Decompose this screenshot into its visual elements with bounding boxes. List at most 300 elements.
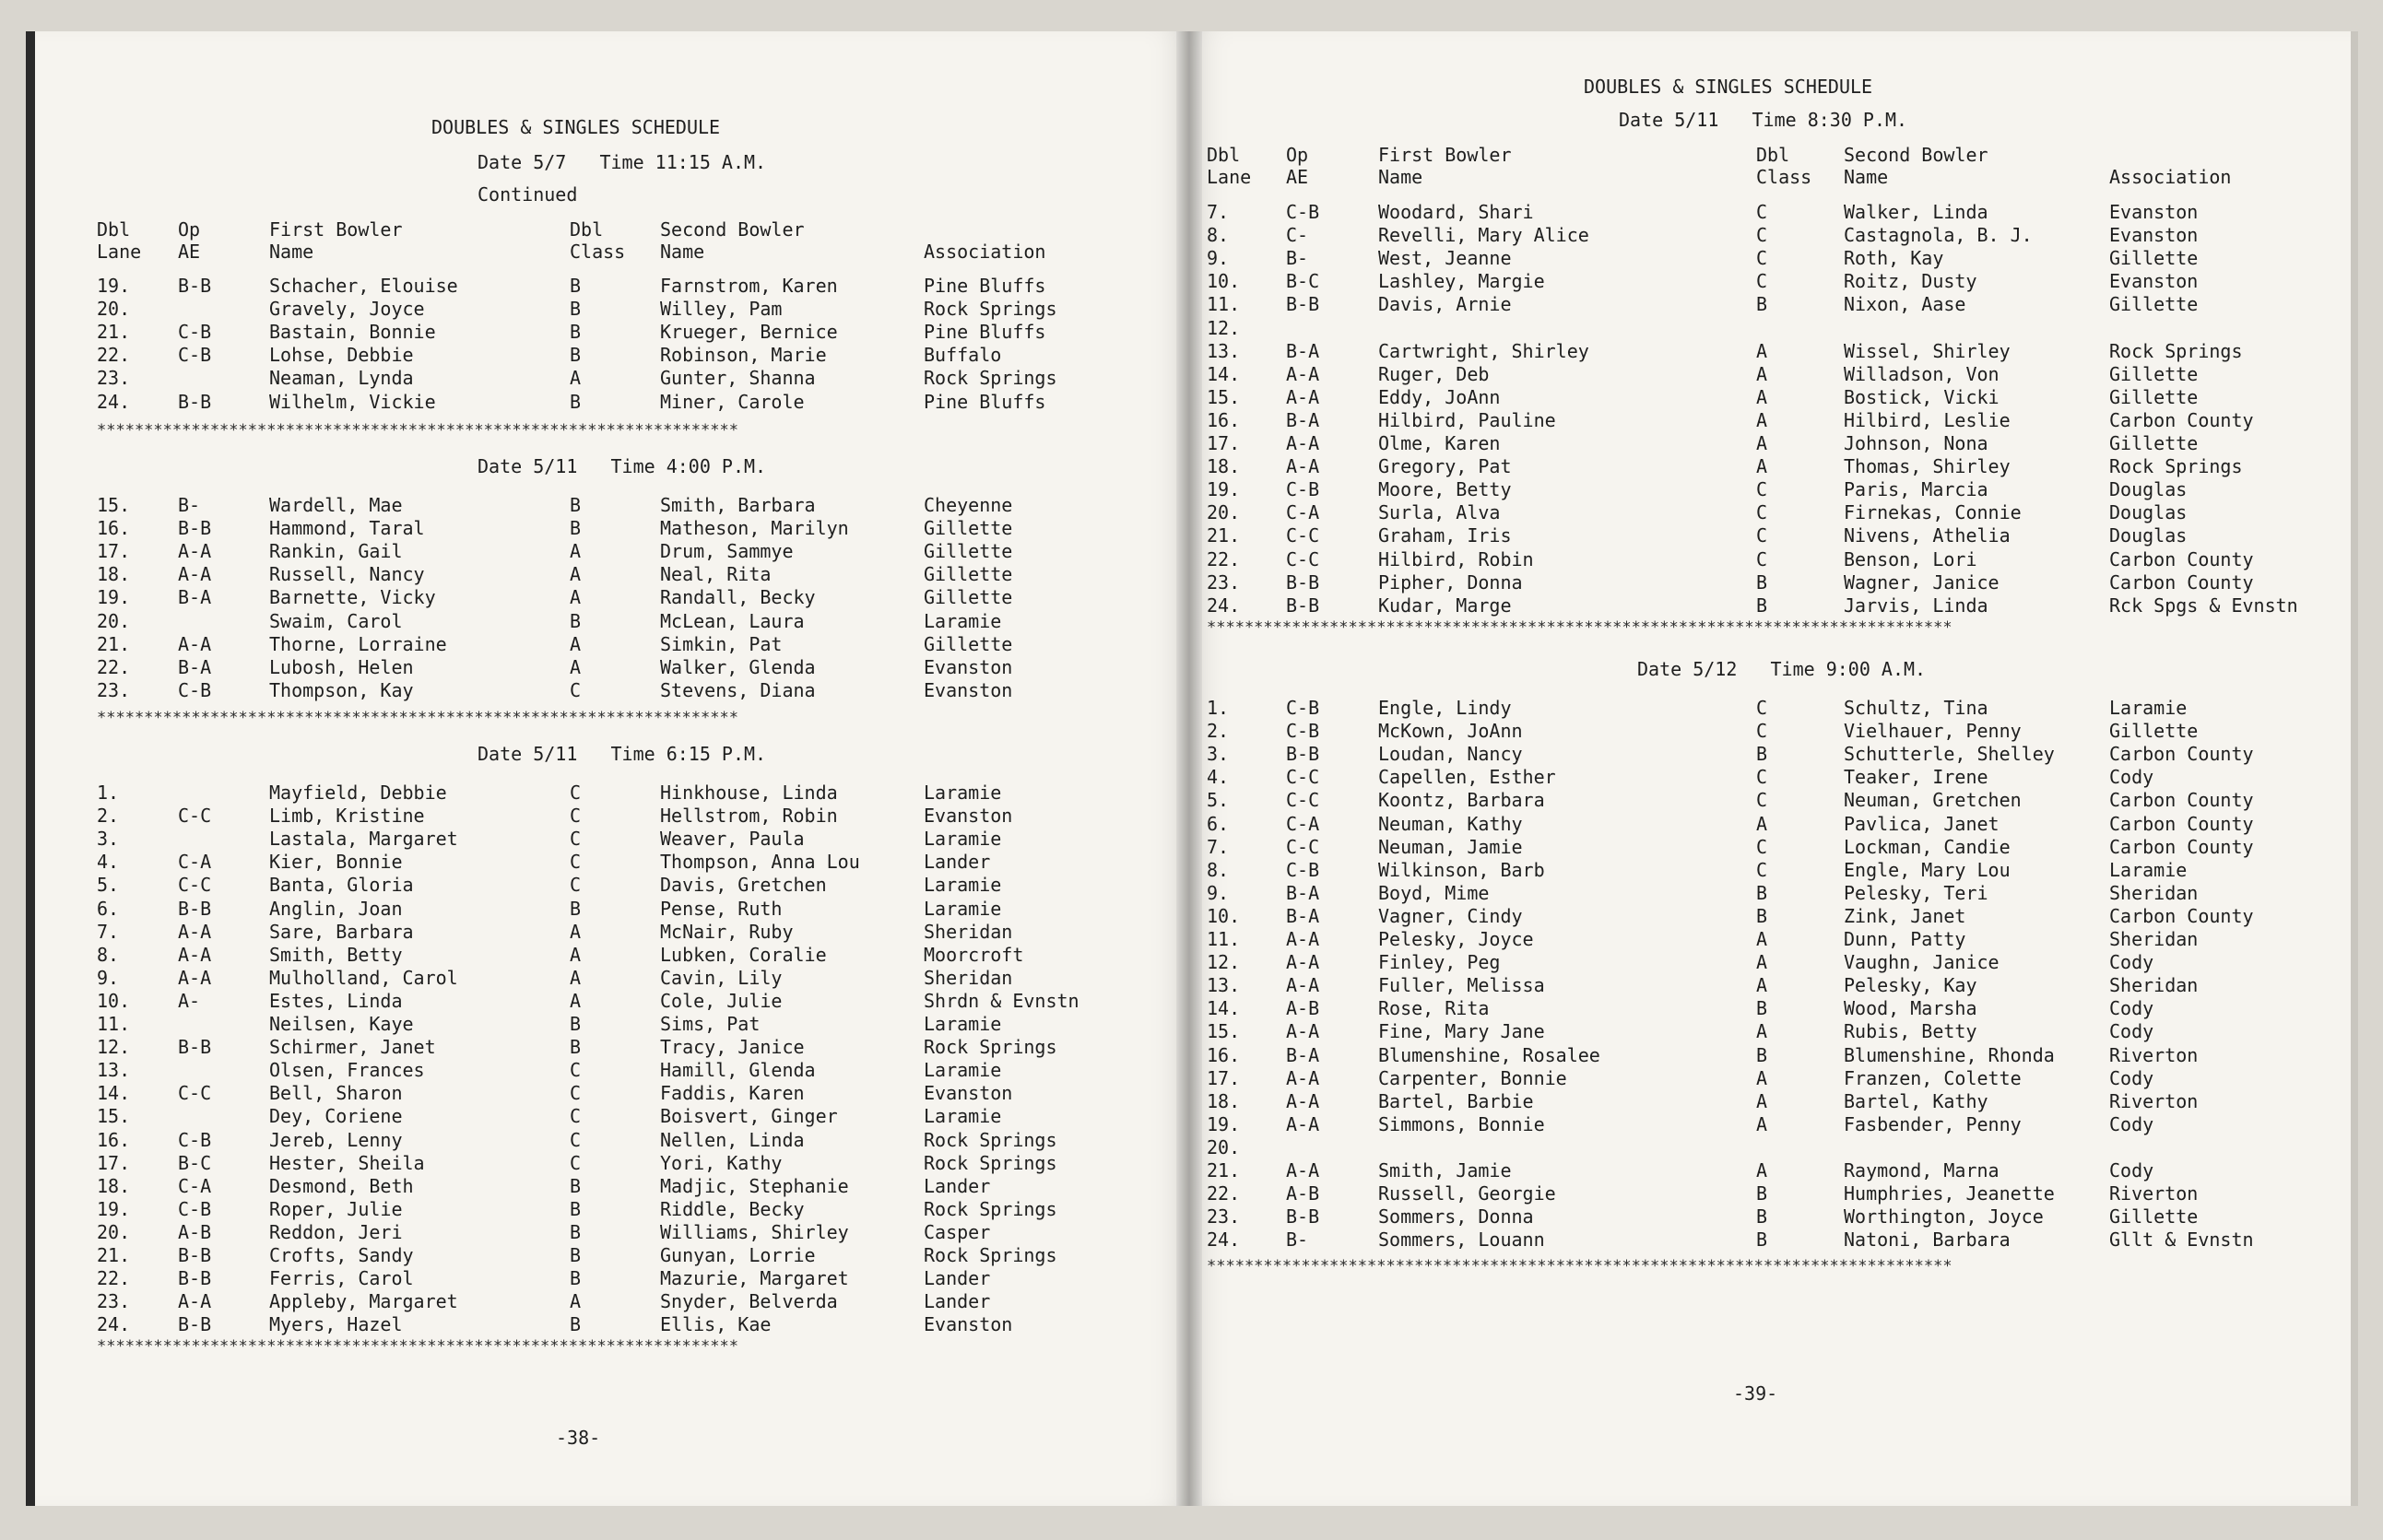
op-ae: C-B bbox=[178, 321, 212, 343]
second-bowler: Lockman, Candie bbox=[1844, 836, 2011, 858]
dbl-class: B bbox=[1756, 1044, 1768, 1066]
first-bowler: Davis, Arnie bbox=[1378, 293, 1512, 315]
first-bowler: Bartel, Barbie bbox=[1378, 1090, 1534, 1112]
association: Gillette bbox=[924, 540, 1013, 562]
second-bowler: Krueger, Bernice bbox=[660, 321, 838, 343]
dbl-class: B bbox=[570, 321, 582, 343]
second-bowler: Walker, Linda bbox=[1844, 201, 1988, 223]
first-bowler: Sommers, Donna bbox=[1378, 1205, 1534, 1228]
second-bowler: Stevens, Diana bbox=[660, 679, 816, 701]
association-header: Association bbox=[2109, 166, 2232, 188]
first-bowler: Anglin, Joan bbox=[269, 898, 403, 920]
table-row bbox=[26, 1267, 1189, 1290]
op-ae: B-B bbox=[1286, 571, 1320, 594]
lane-number: 21. bbox=[1207, 524, 1241, 547]
association: Riverton bbox=[2109, 1182, 2199, 1205]
second-bowler: Madjic, Stephanie bbox=[660, 1175, 849, 1197]
second-bowler: Bostick, Vicki bbox=[1844, 386, 2000, 408]
first-bowler-header: Name bbox=[1378, 166, 1423, 188]
op-ae: C-C bbox=[1286, 548, 1320, 570]
first-bowler: Mayfield, Debbie bbox=[269, 782, 447, 804]
second-bowler: Pelesky, Kay bbox=[1844, 974, 1977, 996]
lane-header: Lane bbox=[97, 241, 142, 263]
first-bowler: Sare, Barbara bbox=[269, 921, 414, 943]
association: Gillette bbox=[924, 563, 1013, 585]
table-row bbox=[1189, 813, 2358, 836]
first-bowler: Lohse, Debbie bbox=[269, 344, 414, 366]
separator-stars: ******************************************************************** bbox=[97, 709, 738, 727]
lane-number: 12. bbox=[97, 1036, 131, 1058]
dbl-class: B bbox=[1756, 293, 1768, 315]
right-page bbox=[1189, 31, 2358, 1506]
dbl-class: A bbox=[1756, 386, 1768, 408]
second-bowler: Randall, Becky bbox=[660, 586, 816, 608]
lane-number: 19. bbox=[1207, 478, 1241, 500]
session-date-line: Date 5/7 Time 11:15 A.M. bbox=[478, 151, 767, 173]
lane-number: 16. bbox=[97, 517, 131, 539]
first-bowler-header: Name bbox=[269, 241, 314, 263]
dbl-class: C bbox=[1756, 766, 1768, 788]
dbl-class: B bbox=[1756, 1228, 1768, 1251]
second-bowler: Ellis, Kae bbox=[660, 1313, 772, 1335]
op-ae: B-B bbox=[1286, 594, 1320, 617]
first-bowler: Russell, Georgie bbox=[1378, 1182, 1556, 1205]
table-row bbox=[1189, 1205, 2358, 1228]
table-row bbox=[1189, 974, 2358, 997]
lane-number: 23. bbox=[1207, 571, 1241, 594]
second-bowler: Teaker, Irene bbox=[1844, 766, 1988, 788]
dbl-class: A bbox=[570, 367, 582, 389]
second-bowler: Rubis, Betty bbox=[1844, 1020, 1977, 1042]
association: Cody bbox=[2109, 951, 2154, 973]
lane-number: 20. bbox=[1207, 1136, 1241, 1158]
table-row bbox=[1189, 478, 2358, 501]
association: Rock Springs bbox=[2109, 455, 2243, 477]
association: Gillette bbox=[2109, 1205, 2199, 1228]
op-ae: A-A bbox=[178, 967, 212, 989]
second-bowler: Neuman, Gretchen bbox=[1844, 789, 2022, 811]
first-bowler: Jereb, Lenny bbox=[269, 1129, 403, 1151]
op-ae: A-A bbox=[178, 563, 212, 585]
table-row bbox=[1189, 363, 2358, 386]
lane-number: 18. bbox=[1207, 455, 1241, 477]
association: Cheyenne bbox=[924, 494, 1013, 516]
association: Laramie bbox=[924, 1059, 1002, 1081]
table-row bbox=[26, 517, 1189, 540]
first-bowler: Cartwright, Shirley bbox=[1378, 340, 1589, 362]
dbl-class: C bbox=[1756, 501, 1768, 523]
second-bowler: McNair, Ruby bbox=[660, 921, 794, 943]
table-row bbox=[1189, 270, 2358, 293]
first-bowler: Fuller, Melissa bbox=[1378, 974, 1545, 996]
association: Cody bbox=[2109, 1113, 2154, 1135]
first-bowler: Appleby, Margaret bbox=[269, 1290, 458, 1312]
second-bowler: Zink, Janet bbox=[1844, 905, 1966, 927]
association: Cody bbox=[2109, 997, 2154, 1019]
lane-number: 15. bbox=[1207, 386, 1241, 408]
second-bowler: Thomas, Shirley bbox=[1844, 455, 2011, 477]
second-bowler: Nivens, Athelia bbox=[1844, 524, 2011, 547]
first-bowler: Schirmer, Janet bbox=[269, 1036, 436, 1058]
second-bowler: Dunn, Patty bbox=[1844, 928, 1966, 950]
second-bowler: Snyder, Belverda bbox=[660, 1290, 838, 1312]
op-header: Op bbox=[1286, 144, 1309, 166]
table-row bbox=[26, 1152, 1189, 1175]
table-row bbox=[1189, 720, 2358, 743]
association: Gillette bbox=[924, 633, 1013, 655]
table-row bbox=[26, 1013, 1189, 1036]
second-bowler: Faddis, Karen bbox=[660, 1082, 805, 1104]
second-bowler: Benson, Lori bbox=[1844, 548, 1977, 570]
association: Carbon County bbox=[2109, 789, 2254, 811]
table-row bbox=[1189, 836, 2358, 859]
lane-number: 7. bbox=[1207, 201, 1230, 223]
dbl-class: A bbox=[1756, 951, 1768, 973]
left-page bbox=[26, 31, 1189, 1506]
association: Laramie bbox=[924, 1105, 1002, 1127]
dbl-class: C bbox=[570, 782, 582, 804]
association: Laramie bbox=[924, 874, 1002, 896]
second-bowler: Thompson, Anna Lou bbox=[660, 851, 860, 873]
first-bowler: Bastain, Bonnie bbox=[269, 321, 436, 343]
op-ae: C-B bbox=[178, 679, 212, 701]
first-bowler: Lastala, Margaret bbox=[269, 828, 458, 850]
association: Laramie bbox=[924, 610, 1002, 632]
dbl-class: B bbox=[1756, 594, 1768, 617]
dbl-class: C bbox=[570, 828, 582, 850]
table-row bbox=[1189, 951, 2358, 974]
lane-number: 9. bbox=[1207, 247, 1230, 269]
lane-number: 22. bbox=[1207, 548, 1241, 570]
lane-number: 14. bbox=[1207, 363, 1241, 385]
table-row bbox=[26, 321, 1189, 344]
association: Rock Springs bbox=[924, 367, 1057, 389]
dbl-class: A bbox=[570, 944, 582, 966]
first-bowler: Mulholland, Carol bbox=[269, 967, 458, 989]
dbl-class: B bbox=[1756, 1182, 1768, 1205]
op-ae: B-B bbox=[1286, 1205, 1320, 1228]
first-bowler: Capellen, Esther bbox=[1378, 766, 1556, 788]
lane-number: 13. bbox=[1207, 340, 1241, 362]
second-bowler: Walker, Glenda bbox=[660, 656, 816, 678]
association: Rock Springs bbox=[2109, 340, 2243, 362]
first-bowler: Limb, Kristine bbox=[269, 805, 425, 827]
second-bowler: Blumenshine, Rhonda bbox=[1844, 1044, 2055, 1066]
association: Evanston bbox=[924, 679, 1013, 701]
table-row bbox=[26, 1313, 1189, 1336]
association: Gillette bbox=[2109, 363, 2199, 385]
table-row bbox=[1189, 743, 2358, 766]
op-ae: B-B bbox=[178, 898, 212, 920]
lane-number: 10. bbox=[1207, 905, 1241, 927]
op-ae: C-B bbox=[1286, 697, 1320, 719]
association: Sheridan bbox=[924, 967, 1013, 989]
op-header: AE bbox=[178, 241, 201, 263]
table-row bbox=[26, 563, 1189, 586]
lane-number: 8. bbox=[1207, 224, 1230, 246]
table-row bbox=[1189, 697, 2358, 720]
class-header: Dbl bbox=[570, 218, 604, 241]
op-ae: A-A bbox=[1286, 951, 1320, 973]
table-row bbox=[1189, 905, 2358, 928]
second-bowler: Pelesky, Teri bbox=[1844, 882, 1988, 904]
association: Buffalo bbox=[924, 344, 1002, 366]
lane-number: 24. bbox=[97, 1313, 131, 1335]
first-bowler: Simmons, Bonnie bbox=[1378, 1113, 1545, 1135]
dbl-class: B bbox=[570, 391, 582, 413]
table-row bbox=[1189, 789, 2358, 812]
lane-number: 16. bbox=[1207, 409, 1241, 431]
schedule-title: DOUBLES & SINGLES SCHEDULE bbox=[1584, 76, 1873, 98]
table-row bbox=[26, 656, 1189, 679]
dbl-class: B bbox=[570, 1313, 582, 1335]
association: Laramie bbox=[924, 898, 1002, 920]
lane-number: 23. bbox=[97, 679, 131, 701]
lane-number: 21. bbox=[1207, 1159, 1241, 1181]
dbl-class: B bbox=[570, 1244, 582, 1266]
second-bowler: Paris, Marcia bbox=[1844, 478, 1988, 500]
table-row bbox=[1189, 409, 2358, 432]
association: Laramie bbox=[924, 828, 1002, 850]
dbl-class: A bbox=[570, 1290, 582, 1312]
dbl-class: C bbox=[1756, 201, 1768, 223]
lane-number: 11. bbox=[1207, 928, 1241, 950]
second-bowler: Engle, Mary Lou bbox=[1844, 859, 2011, 881]
dbl-class: C bbox=[1756, 720, 1768, 742]
second-bowler: Roth, Kay bbox=[1844, 247, 1944, 269]
association: Rock Springs bbox=[924, 1036, 1057, 1058]
op-ae: C-C bbox=[178, 1082, 212, 1104]
first-bowler: Moore, Betty bbox=[1378, 478, 1512, 500]
second-bowler: Nixon, Aase bbox=[1844, 293, 1966, 315]
table-row bbox=[26, 298, 1189, 321]
second-bowler: Tracy, Janice bbox=[660, 1036, 805, 1058]
op-ae: B- bbox=[178, 494, 201, 516]
lane-number: 17. bbox=[1207, 1067, 1241, 1089]
lane-number: 19. bbox=[97, 275, 131, 297]
dbl-class: C bbox=[1756, 859, 1768, 881]
separator-stars: ******************************************************************************* bbox=[1207, 618, 1952, 637]
session-date-line: Date 5/11 Time 8:30 P.M. bbox=[1619, 109, 1908, 131]
table-row bbox=[26, 851, 1189, 874]
association: Riverton bbox=[2109, 1090, 2199, 1112]
lane-number: 15. bbox=[1207, 1020, 1241, 1042]
dbl-class: A bbox=[570, 967, 582, 989]
op-ae: C-A bbox=[1286, 501, 1320, 523]
lane-number: 14. bbox=[97, 1082, 131, 1104]
lane-number: 22. bbox=[97, 656, 131, 678]
lane-number: 15. bbox=[97, 1105, 131, 1127]
op-ae: B-B bbox=[178, 1267, 212, 1289]
association: Evanston bbox=[924, 1082, 1013, 1104]
first-bowler: West, Jeanne bbox=[1378, 247, 1512, 269]
dbl-class: A bbox=[1756, 455, 1768, 477]
first-bowler: Hester, Sheila bbox=[269, 1152, 425, 1174]
table-row bbox=[26, 782, 1189, 805]
second-bowler: Wagner, Janice bbox=[1844, 571, 2000, 594]
lane-number: 16. bbox=[97, 1129, 131, 1151]
op-ae: B-B bbox=[178, 1244, 212, 1266]
table-row bbox=[26, 1129, 1189, 1152]
first-bowler: McKown, JoAnn bbox=[1378, 720, 1523, 742]
op-ae: B-A bbox=[1286, 340, 1320, 362]
lane-number: 9. bbox=[1207, 882, 1230, 904]
second-bowler: Miner, Carole bbox=[660, 391, 805, 413]
association: Rock Springs bbox=[924, 1129, 1057, 1151]
page-number: -38- bbox=[556, 1427, 601, 1449]
lane-number: 17. bbox=[97, 1152, 131, 1174]
association: Lander bbox=[924, 1290, 991, 1312]
table-row bbox=[26, 344, 1189, 367]
table-row bbox=[1189, 1044, 2358, 1067]
lane-number: 13. bbox=[97, 1059, 131, 1081]
second-bowler: Roitz, Dusty bbox=[1844, 270, 1977, 292]
op-ae: A-A bbox=[178, 540, 212, 562]
dbl-class: B bbox=[570, 1221, 582, 1243]
table-row bbox=[26, 679, 1189, 702]
first-bowler: Kudar, Marge bbox=[1378, 594, 1512, 617]
op-ae: B-C bbox=[1286, 270, 1320, 292]
op-ae: B-A bbox=[1286, 409, 1320, 431]
lane-number: 18. bbox=[97, 1175, 131, 1197]
lane-number: 10. bbox=[1207, 270, 1241, 292]
dbl-class: A bbox=[1756, 1090, 1768, 1112]
dbl-class: C bbox=[570, 679, 582, 701]
first-bowler-header: First Bowler bbox=[1378, 144, 1512, 166]
dbl-class: A bbox=[1756, 1067, 1768, 1089]
op-ae: C-C bbox=[178, 805, 212, 827]
second-bowler: Vaughn, Janice bbox=[1844, 951, 2000, 973]
first-bowler: Olsen, Frances bbox=[269, 1059, 425, 1081]
dbl-class: A bbox=[1756, 928, 1768, 950]
dbl-class: A bbox=[570, 540, 582, 562]
association: Evanston bbox=[2109, 270, 2199, 292]
class-header: Dbl bbox=[1756, 144, 1790, 166]
op-ae: A-A bbox=[178, 633, 212, 655]
dbl-class: B bbox=[570, 1267, 582, 1289]
second-bowler: Castagnola, B. J. bbox=[1844, 224, 2033, 246]
table-row bbox=[26, 898, 1189, 921]
op-ae: B- bbox=[1286, 1228, 1309, 1251]
lane-number: 19. bbox=[1207, 1113, 1241, 1135]
lane-number: 23. bbox=[97, 1290, 131, 1312]
table-row bbox=[1189, 1136, 2358, 1159]
second-bowler: Hellstrom, Robin bbox=[660, 805, 838, 827]
second-bowler: Matheson, Marilyn bbox=[660, 517, 849, 539]
first-bowler: Thompson, Kay bbox=[269, 679, 414, 701]
dbl-class: C bbox=[570, 1129, 582, 1151]
dbl-class: C bbox=[1756, 836, 1768, 858]
dbl-class: C bbox=[570, 1152, 582, 1174]
first-bowler: Hilbird, Robin bbox=[1378, 548, 1534, 570]
association: Laramie bbox=[2109, 859, 2188, 881]
lane-header: Dbl bbox=[97, 218, 131, 241]
table-row bbox=[26, 275, 1189, 298]
association: Douglas bbox=[2109, 524, 2188, 547]
op-ae: B- bbox=[1286, 247, 1309, 269]
dbl-class: A bbox=[570, 990, 582, 1012]
table-row bbox=[26, 540, 1189, 563]
op-ae: A-A bbox=[1286, 1090, 1320, 1112]
op-ae: B-A bbox=[1286, 905, 1320, 927]
first-bowler: Hammond, Taral bbox=[269, 517, 425, 539]
second-bowler: Humphries, Jeanette bbox=[1844, 1182, 2055, 1205]
first-bowler: Lashley, Margie bbox=[1378, 270, 1545, 292]
op-ae: C-B bbox=[178, 344, 212, 366]
lane-number: 8. bbox=[1207, 859, 1230, 881]
lane-number: 12. bbox=[1207, 951, 1241, 973]
association: Carbon County bbox=[2109, 409, 2254, 431]
dbl-class: A bbox=[1756, 363, 1768, 385]
first-bowler: Graham, Iris bbox=[1378, 524, 1512, 547]
second-bowler: Firnekas, Connie bbox=[1844, 501, 2022, 523]
table-row bbox=[1189, 997, 2358, 1020]
table-row bbox=[26, 1082, 1189, 1105]
association: Gillette bbox=[2109, 720, 2199, 742]
op-ae: B-C bbox=[178, 1152, 212, 1174]
second-bowler: Fasbender, Penny bbox=[1844, 1113, 2022, 1135]
first-bowler: Rankin, Gail bbox=[269, 540, 403, 562]
lane-number: 13. bbox=[1207, 974, 1241, 996]
table-row bbox=[1189, 859, 2358, 882]
first-bowler: Eddy, JoAnn bbox=[1378, 386, 1501, 408]
op-ae: B-B bbox=[178, 391, 212, 413]
first-bowler: Carpenter, Bonnie bbox=[1378, 1067, 1567, 1089]
first-bowler: Neilsen, Kaye bbox=[269, 1013, 414, 1035]
first-bowler: Reddon, Jeri bbox=[269, 1221, 403, 1243]
dbl-class: B bbox=[570, 298, 582, 320]
dbl-class: C bbox=[570, 874, 582, 896]
second-bowler: Schutterle, Shelley bbox=[1844, 743, 2055, 765]
dbl-class: B bbox=[570, 494, 582, 516]
op-ae: C-C bbox=[1286, 766, 1320, 788]
second-bowler: Drum, Sammye bbox=[660, 540, 794, 562]
dbl-class: B bbox=[570, 1013, 582, 1035]
op-ae: B-A bbox=[178, 656, 212, 678]
first-bowler: Fine, Mary Jane bbox=[1378, 1020, 1545, 1042]
dbl-class: B bbox=[570, 610, 582, 632]
lane-number: 22. bbox=[97, 344, 131, 366]
lane-number: 7. bbox=[97, 921, 120, 943]
second-bowler: Mazurie, Margaret bbox=[660, 1267, 849, 1289]
table-row bbox=[1189, 571, 2358, 594]
table-row bbox=[1189, 1020, 2358, 1043]
second-bowler: McLean, Laura bbox=[660, 610, 805, 632]
first-bowler: Lubosh, Helen bbox=[269, 656, 414, 678]
dbl-class: B bbox=[570, 344, 582, 366]
lane-number: 11. bbox=[97, 1013, 131, 1035]
association: Lander bbox=[924, 851, 991, 873]
binding-gutter bbox=[1176, 31, 1202, 1506]
op-ae: C-B bbox=[1286, 720, 1320, 742]
op-ae: A-A bbox=[1286, 432, 1320, 454]
association: Pine Bluffs bbox=[924, 391, 1046, 413]
first-bowler: Thorne, Lorraine bbox=[269, 633, 447, 655]
association: Carbon County bbox=[2109, 743, 2254, 765]
first-bowler: Barnette, Vicky bbox=[269, 586, 436, 608]
op-ae: A-A bbox=[178, 1290, 212, 1312]
first-bowler: Gregory, Pat bbox=[1378, 455, 1512, 477]
lane-number: 23. bbox=[1207, 1205, 1241, 1228]
dbl-class: A bbox=[570, 921, 582, 943]
table-row bbox=[1189, 548, 2358, 571]
second-bowler: Worthington, Joyce bbox=[1844, 1205, 2044, 1228]
dbl-class: C bbox=[1756, 478, 1768, 500]
dbl-class: A bbox=[1756, 432, 1768, 454]
op-ae: A-B bbox=[1286, 1182, 1320, 1205]
table-row bbox=[1189, 1090, 2358, 1113]
association: Douglas bbox=[2109, 501, 2188, 523]
